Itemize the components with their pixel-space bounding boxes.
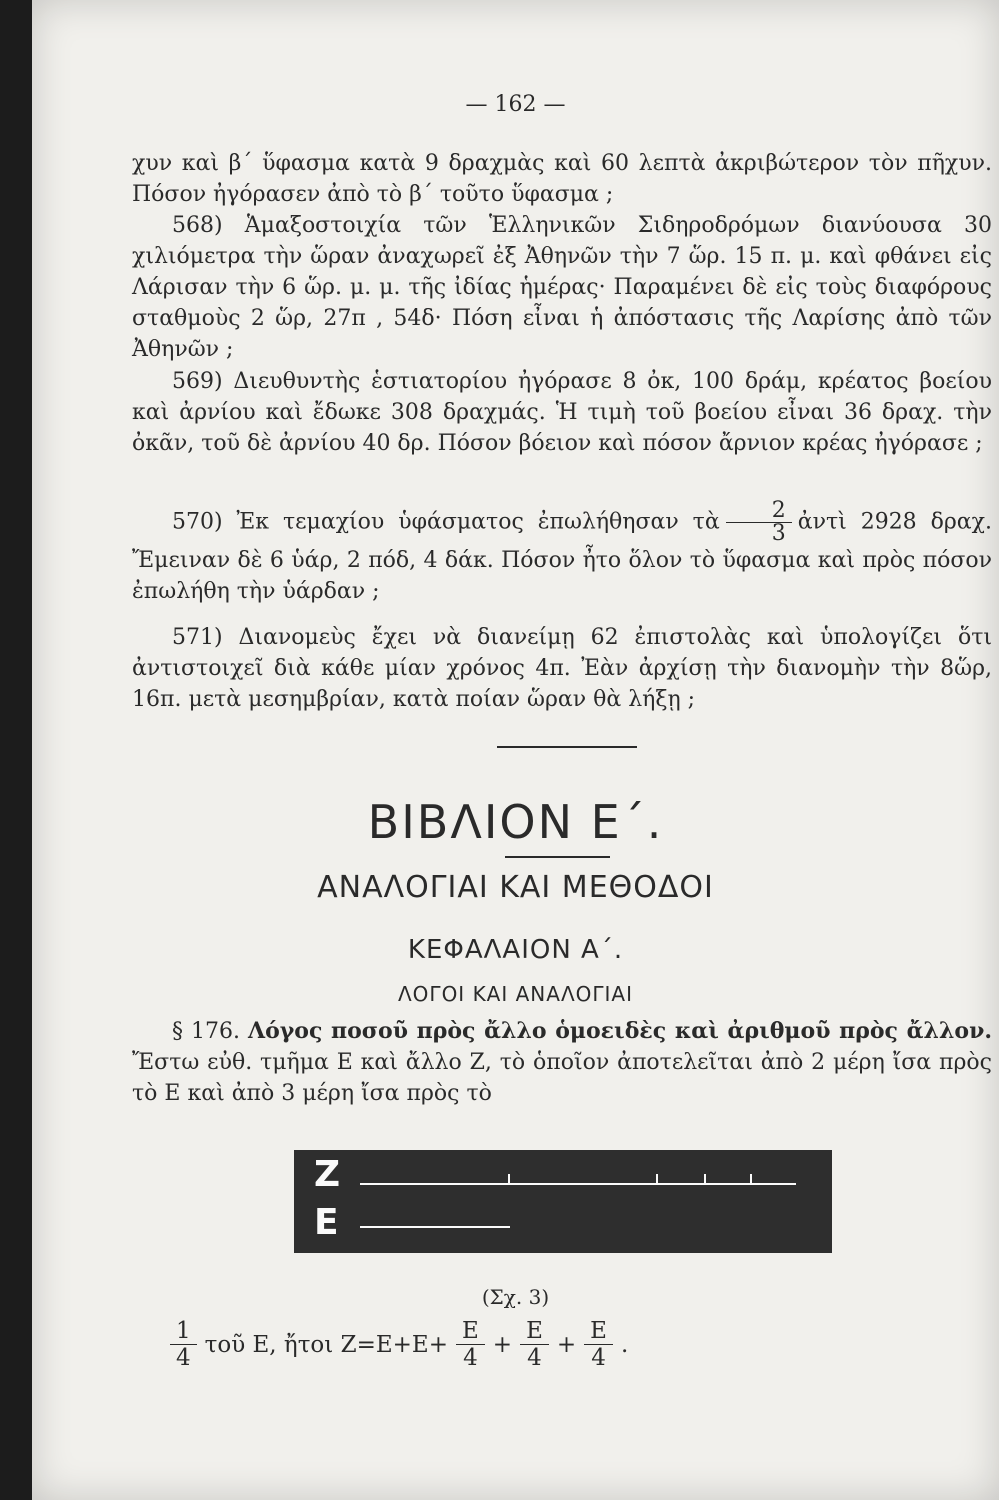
segment-z <box>360 1183 796 1185</box>
tick <box>508 1174 510 1184</box>
title-underline <box>505 856 610 858</box>
figure-caption: (Σχ. 3) <box>481 1285 550 1309</box>
exercise-570 <box>132 500 992 607</box>
chapter-title: ΚΕΦΑΛΑΙΟΝ Α΄. <box>407 935 624 965</box>
tick <box>656 1174 658 1184</box>
fraction-numerator: E <box>584 1318 613 1345</box>
fraction-denominator: 4 <box>463 1345 478 1371</box>
exercise-569: 569) Διευθυντὴς ἑστιατορίου ἠγόρασε 8 ὀκ, 100 δράμ, κρέατος βοείου καὶ ἀρνίου καὶ ἔδωκε 308 δραχμάς. Ἡ τιμὴ τοῦ βοείου εἶναι 36 δραχ. τὴν ὀκᾶν, τοῦ δὲ ἀρνίου 40 δρ. Πόσον βόειον καὶ πόσον ἄρνιον κρέας ἠγόρασε ; <box>132 369 992 456</box>
page-number: — 162 — <box>465 92 566 117</box>
segment-e <box>360 1226 510 1228</box>
fraction-denominator: 4 <box>176 1345 191 1371</box>
book-subtitle: ΑΝΑΛΟΓΙΑΙ ΚΑΙ ΜΕΘΟΔΟΙ <box>317 870 714 905</box>
fraction-numerator: E <box>520 1318 549 1345</box>
tick <box>750 1174 752 1184</box>
section-number: § 176. <box>172 1019 240 1044</box>
equation-end: . <box>620 1331 629 1358</box>
section-176 <box>132 1016 992 1109</box>
book-page <box>32 0 999 1500</box>
book-title: ΒΙΒΛΙΟΝ Ε΄. <box>367 795 664 849</box>
fraction-e-quarter <box>456 1318 485 1371</box>
equation <box>162 1318 628 1371</box>
section-body: Ἔστω εὐθ. τμῆμα Ε καὶ ἄλλο Ζ, τὸ ὁποῖον ἀποτελεῖται ἀπὸ 2 μέρη ἴσα πρὸς τὸ Ε καὶ ἀπὸ 3 μέρη ἴσα πρὸς τὸ <box>132 1050 992 1106</box>
exercise-570-text-a: 570) Ἐκ τεμαχίου ὑφάσματος ἐπωλήθησαν τὰ <box>172 509 720 535</box>
fraction-numerator: 1 <box>170 1318 197 1345</box>
exercise-568: 568) Ἁμαξοστοιχία τῶν Ἑλληνικῶν Σιδηροδρόμων διανύουσα 30 χιλιόμετρα τὴν ὥραν ἀναχωρεῖ ἐξ Ἀθηνῶν τὴν 7 ὥρ. 15 π. μ. καὶ φθάνει εἰς Λάρισαν τὴν 6 ὥρ. μ. μ. τῆς ἰδίας ἡμέρας· Παραμένει δὲ εἰς τοὺς διαφόρους σταθμοὺς 2 ὥρ, 27π , 54δ· Πόση εἶναι ἡ ἀπόστασις τῆς Λαρίσης ἀπὸ τῶν Ἀθηνῶν ; <box>132 213 992 362</box>
section-divider <box>497 746 637 748</box>
plus-sign: + <box>556 1331 577 1358</box>
paragraph-continued: χυν καὶ β΄ ὕφασμα κατὰ 9 δραχμὰς καὶ 60 λεπτὰ ἀκριβώτερον τὸν πῆχυν. Πόσον ἠγόρασεν ἀπὸ τὸ β΄ τοῦτο ὕφασμα ; <box>132 151 992 207</box>
equation-text: τοῦ Ε, ἤτοι Ζ=Ε+Ε+ <box>204 1331 448 1358</box>
section-heading: Λόγος ποσοῦ πρὸς ἄλλο ὁμοειδὲς καὶ ἀριθμοῦ πρὸς ἄλλον. <box>248 1018 992 1044</box>
tick <box>704 1174 706 1184</box>
fraction-one-quarter <box>170 1318 197 1371</box>
chapter-subtitle: ΛΟΓΟΙ ΚΑΙ ΑΝΑΛΟΓΙΑΙ <box>398 982 633 1006</box>
figure-segments <box>294 1150 832 1253</box>
exercise-570-text-b: ἀντὶ 2928 δραχ. Ἔμειναν δὲ 6 ὑάρ, 2 πόδ, 4 δάκ. Πόσον ἦτο ὅλον τὸ ὕφασμα καὶ πρὸς πόσον ἐπωλήθη τὴν ὑάρδαν ; <box>132 509 992 604</box>
fraction-e-quarter <box>584 1318 613 1371</box>
figure-label-e: E <box>314 1202 339 1243</box>
fraction-two-thirds <box>726 500 792 545</box>
fraction-e-quarter <box>520 1318 549 1371</box>
fraction-denominator: 3 <box>771 521 786 546</box>
plus-sign: + <box>492 1331 513 1358</box>
fraction-numerator: 2 <box>726 500 792 523</box>
fraction-denominator: 4 <box>527 1345 542 1371</box>
fraction-denominator: 4 <box>591 1345 606 1371</box>
fraction-numerator: E <box>456 1318 485 1345</box>
figure-label-z: Z <box>314 1154 341 1195</box>
exercise-571: 571) Διανομεὺς ἔχει νὰ διανείμῃ 62 ἐπιστολὰς καὶ ὑπολογίζει ὅτι ἀντιστοιχεῖ διὰ κάθε μίαν χρόνος 4π. Ἐὰν ἀρχίσῃ τὴν διανομὴν τὴν 8ὥρ, 16π. μετὰ μεσημβρίαν, κατὰ ποίαν ὥραν θὰ λήξῃ ; <box>132 625 992 712</box>
